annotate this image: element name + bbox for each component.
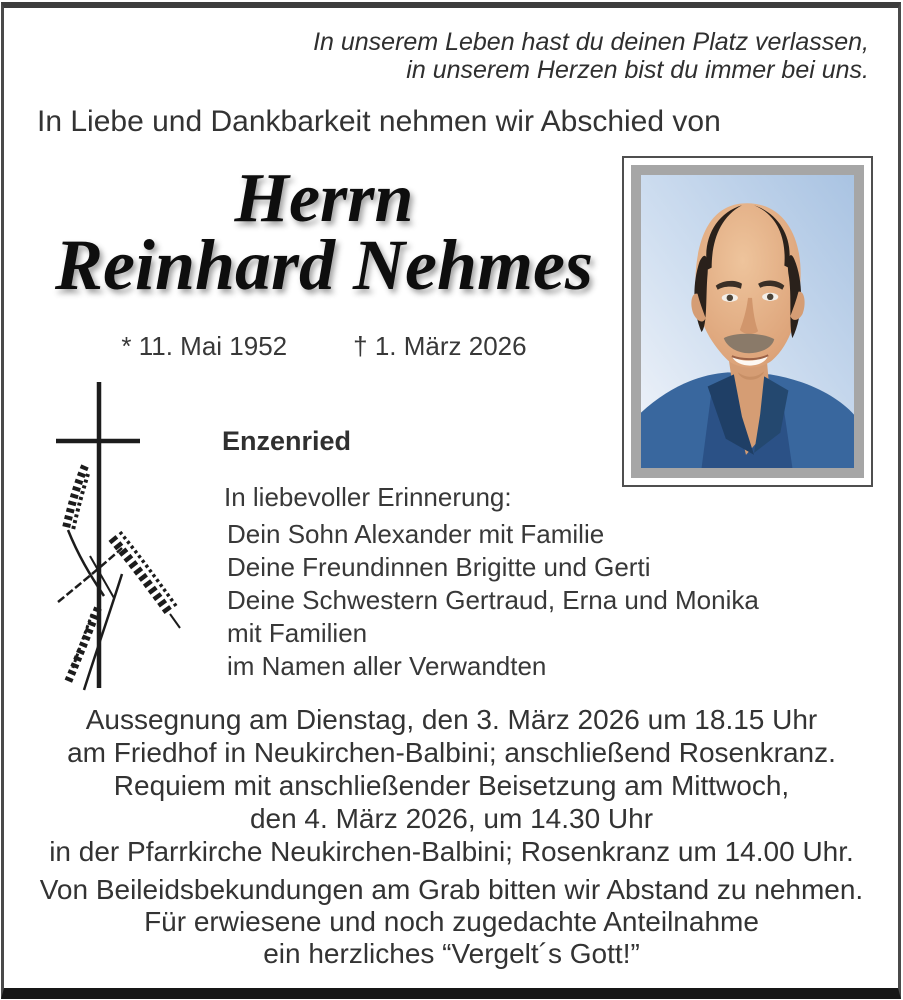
mourner-line: Deine Freundinnen Brigitte und Gerti (227, 552, 651, 582)
salutation: Herrn (234, 160, 414, 237)
life-dates (18, 331, 630, 362)
photo-mat (631, 165, 864, 478)
service-line: Requiem mit anschließender Beisetzung am Mittwoch, (113, 770, 790, 801)
mourner-line: im Namen aller Verwandten (227, 651, 547, 681)
epigraph-line-1: In unserem Leben hast du deinen Platz verlassen, (313, 28, 869, 56)
intro-line: In Liebe und Dankbarkeit nehmen wir Abschied von (37, 105, 721, 138)
condolence-line: ein herzliches “Vergelt´s Gott!” (263, 938, 640, 969)
service-line: den 4. März 2026, um 14.30 Uhr (249, 803, 654, 834)
service-line: am Friedhof in Neukirchen-Balbini; anschließend Rosenkranz. (67, 737, 836, 768)
portrait-photo (641, 175, 854, 468)
deceased-name: Reinhard Nehmes (54, 225, 594, 305)
deceased-name-block (18, 160, 630, 305)
mourner-line: Deine Schwestern Gertraud, Erna und Monika (227, 585, 759, 615)
condolence-note (20, 874, 883, 970)
condolence-line: Von Beileidsbekundungen am Grab bitten wir Abstand zu nehmen. (39, 874, 864, 905)
birth-date: * 11. Mai 1952 (121, 331, 288, 361)
mourners-list (227, 518, 759, 683)
service-line: in der Pfarrkirche Neukirchen-Balbini; Rosenkranz um 14.00 Uhr. (49, 836, 854, 867)
service-information (20, 703, 883, 868)
condolence-line: Für erwiesene und noch zugedachte Anteilnahme (144, 906, 759, 937)
death-date: † 1. März 2026 (353, 331, 527, 361)
mourner-line: mit Familien (227, 618, 368, 648)
epigraph (313, 28, 869, 84)
remembrance-heading: In liebevoller Erinnerung: (224, 482, 512, 512)
photo-frame (622, 156, 873, 487)
service-line: Aussegnung am Dienstag, den 3. März 2026 um 18.15 Uhr (85, 704, 818, 735)
epigraph-line-2: in unserem Herzen bist du immer bei uns. (406, 56, 869, 84)
residence: Enzenried (222, 426, 352, 456)
cross-with-wheat-icon (28, 370, 203, 695)
mourner-line: Dein Sohn Alexander mit Familie (227, 519, 605, 549)
